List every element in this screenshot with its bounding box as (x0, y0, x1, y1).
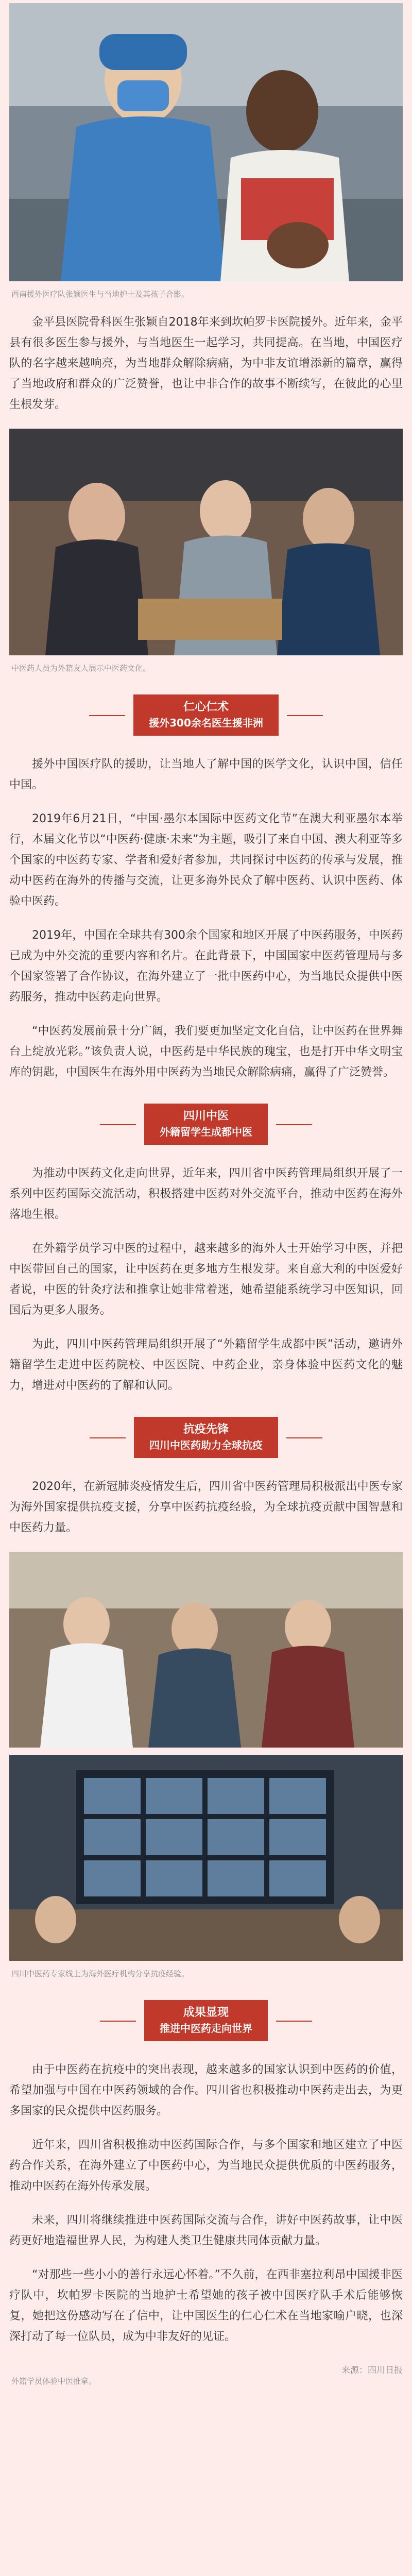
photo-caption: 西南援外医疗队张颖医生与当地护士及其孩子合影。 (11, 290, 190, 299)
paragraph: 近年来，四川省积极推动中医药国际合作，与多个国家和地区建立了中医药合作关系，在海外建立了中医药中心，为当地民众提供优质的中医药服务，推动中医药在海外传承发展。 (9, 2139, 403, 2193)
photo-culture-image (9, 429, 403, 655)
photo-video-conference (9, 1755, 403, 1961)
article-content (9, 0, 403, 2399)
section-header (9, 694, 403, 736)
photo-caption: 中医药人员为外籍友人展示中医药文化。 (11, 664, 151, 673)
section-badge (144, 1104, 268, 1145)
section-label: 仁心仁术 (183, 701, 229, 714)
article-source: 来源：四川日报 (341, 2365, 403, 2376)
section-label: 成果显现 (183, 2006, 229, 2019)
paragraph: “中医药发展前景十分广阔，我们要更加坚定文化自信，让中医药在世界舞台上绽放光彩。”该负责人说，中医药是中华民族的瑰宝，也是打开中华文明宝库的钥匙，中国医生在海外用中医药为当地民众解除病痛，赢得了广泛赞誉。 (9, 1025, 403, 1079)
photo-doctor-with-patient (9, 3, 403, 281)
photo-caption: 四川中医药专家线上为海外医疗机构分享抗疫经验。 (11, 1969, 190, 1978)
section-title: 推进中医药走向世界 (160, 2022, 252, 2035)
paragraph: “对那些一些小小的善行永远心怀着。”不久前，在西非塞拉利昂中国援非医疗队中，坎帕罗卡医院的当地护士希望她的孩子被中国医疗队手术后能够恢复，她把这份感动写在了信中，让中国医生的仁心仁术在当地家喻户晓，也深深打动了每一位队员，成为中非友好的见证。 (9, 2268, 403, 2343)
paragraph: 为推动中医药文化走向世界，近年来，四川省中医药管理局组织开展了一系列中医药国际交流活动，积极搭建中医药对外交流平台，推动中医药在海外落地生根。 (9, 1167, 403, 1221)
paragraph: 为此，四川中医药管理局组织开展了“外籍留学生成都中医”活动，邀请外籍留学生走进中医药院校、中医医院、中药企业，亲身体验中医药文化的魅力，增进对中医药的了解和认同。 (9, 1338, 403, 1392)
paragraph: 金平县医院骨科医生张颖自2018年来到坎帕罗卡医院援外。近年来，金平县有很多医生参与援外，与当地医生一起学习，共同提高。在当地，中国医疗队的名字越来越响亮，为当地群众解除病痛，为中非友谊增添新的篇章，赢得了当地政府和群众的广泛赞誉，也让中非合作的故事不断续写，在彼此的心里生根发芽。 (9, 316, 403, 411)
paragraph: 2019年6月21日，“中国·墨尔本国际中医药文化节”在澳大利亚墨尔本举行，本届文化节以“中医药·健康·未来”为主题，吸引了来自中国、澳大利亚等多个国家的中医药专家、学者和爱好者参加，共同探讨中医药的传承与发展，推动中医药在海外的传播与交流，让更多海外民众了解中医药、认识中医药、体验中医药。 (9, 812, 403, 908)
paragraph: 2020年，在新冠肺炎疫情发生后，四川省中医药管理局积极派出中医专家为海外国家提供抗疫支援，分享中医药抗疫经验，为全球抗疫贡献中国智慧和中医药力量。 (9, 1480, 403, 1534)
paragraph: 2019年，中国在全球共有300余个国家和地区开展了中医药服务，中医药已成为中外交流的重要内容和名片。在此背景下，中国国家中医药管理局与多个国家签署了合作协议，在海外建立了一批中医药中心，为当地民众提供中医药服务，推动中医药走向世界。 (9, 929, 403, 1004)
photo-caption: 外籍学员体验中医推拿。 (11, 2377, 97, 2386)
section-title: 外籍留学生成都中医 (160, 1126, 252, 1138)
paragraph: 由于中医药在抗疫中的突出表现，越来越多的国家认识到中医药的价值，希望加强与中国在中医药领域的合作。四川省也积极推动中医药走出去，为更多国家的民众提供中医药服务。 (9, 2063, 403, 2117)
paragraph: 在外籍学员学习中医的过程中，越来越多的海外人士开始学习中医，并把中医带回自己的国家，让中医药在更多地方生根发芽。来自意大利的中医爱好者说，中医的针灸疗法和推拿让她非常着迷，她希望能系统学习中医知识，回国后为更多人服务。 (9, 1242, 403, 1317)
section-badge (134, 1417, 278, 1458)
photo-doctor-image (9, 3, 403, 281)
section-header (9, 2000, 403, 2041)
photo-massage-image (9, 1552, 403, 1748)
section-badge (133, 694, 279, 736)
section-badge (144, 2000, 268, 2041)
section-label: 四川中医 (183, 1110, 229, 1123)
section-label: 抗疫先锋 (183, 1423, 229, 1436)
section-title: 援外300余名医生援非洲 (149, 717, 263, 729)
photo-massage-training (9, 1552, 403, 1748)
section-header (9, 1104, 403, 1145)
section-title: 四川中医药助力全球抗疫 (149, 1439, 263, 1451)
paragraph: 援外中国医疗队的援助，让当地人了解中国的医学文化，认识中国，信任中国。 (9, 758, 403, 791)
photo-culture-exchange (9, 429, 403, 655)
paragraph: 未来，四川将继续推进中医药国际交流与合作，讲好中医药故事，让中医药更好地造福世界人民，为构建人类卫生健康共同体贡献力量。 (9, 2214, 403, 2247)
photo-video-conference-image (9, 1755, 403, 1961)
section-header (9, 1417, 403, 1458)
